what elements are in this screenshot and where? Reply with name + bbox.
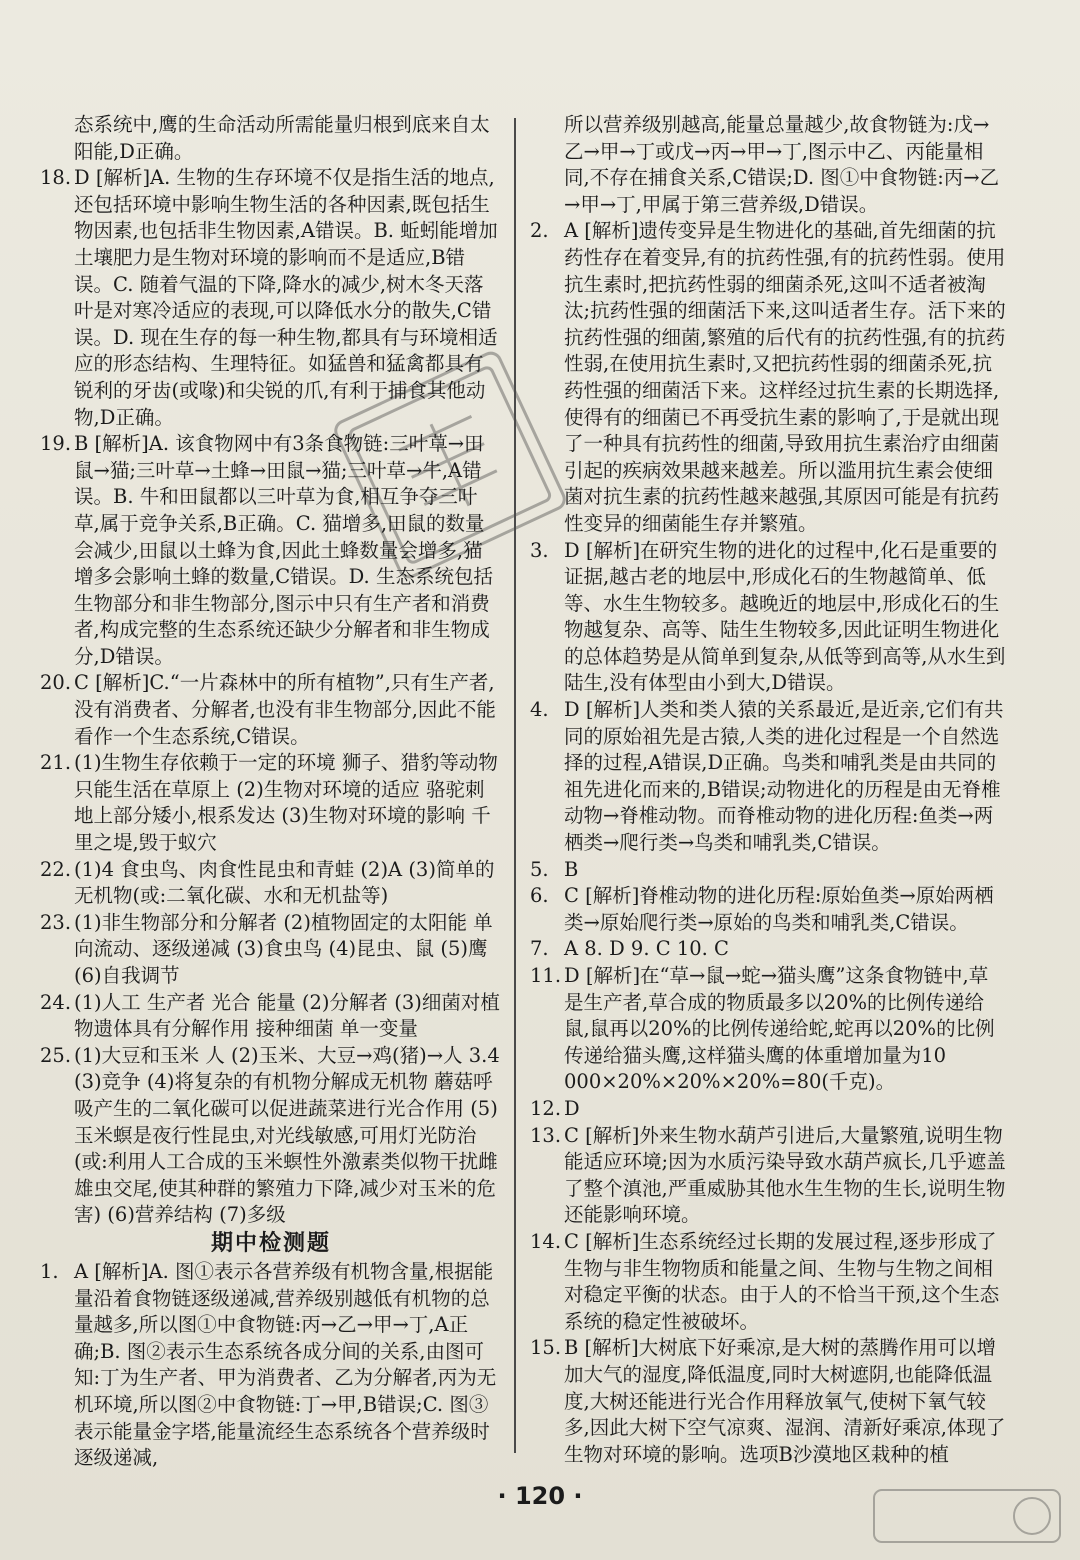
answer-text: (1)人工 生产者 光合 能量 (2)分解者 (3)细菌对植物遗体具有分解作用 接种细菌 单一变量	[74, 990, 500, 1041]
answer-text: (1)4 食虫鸟、肉食性昆虫和青蛙 (2)A (3)简单的无机物(或:二氧化碳、水和无机盐等)	[74, 857, 495, 908]
answer-number: 1.	[40, 1259, 59, 1283]
answer-number: 3.	[530, 538, 549, 562]
answer-text: D [解析]人类和类人猿的关系最近,是近亲,它们有共同的原始祖先是古猿,人类的进化过程是一个自然选择的过程,A错误,D正确。鸟类和哺乳类是由共同的祖先进化而来的,B错误;动物进化的历程是由无脊椎动物→脊椎动物。而脊椎动物的进化历程:鱼类→两栖类→爬行类→鸟类和哺乳类,C错误。	[564, 698, 1004, 855]
left-column	[40, 112, 502, 1472]
answer-text: 态系统中,鹰的生命活动所需能量归根到底来自太阳能,D正确。	[74, 113, 490, 163]
answer-number: 2.	[530, 219, 549, 243]
answer-number: 6.	[530, 884, 549, 908]
watermark-logo-icon	[872, 1486, 1062, 1546]
answer-item	[40, 910, 502, 990]
answer-number: 13.	[530, 1123, 562, 1147]
answer-text: D [解析]在研究生物的进化的过程中,化石是重要的证据,越古老的地层中,形成化石的生物越简单、低等、水生生物较多。越晚近的地层中,形成化石的生物越复杂、高等、陆生生物较多,因此证明生物进化的总体趋势是从简单到复杂,从低等到高等,从水生到陆生,没有体型由小到大,D错误。	[564, 538, 1006, 695]
answer-item	[530, 1335, 1006, 1468]
answer-text: (1)大豆和玉米 人 (2)玉米、大豆→鸡(猪)→人 3.4 (3)竞争 (4)将复杂的有机物分解成无机物 蘑菇呼吸产生的二氧化碳可以促进蔬菜进行光合作用 (5)玉米螟是夜行性昆虫,对光线敏感,可用灯光防治(或:利用人工合成的玉米螟性外激素类似物干扰雌雄虫交尾,使其种群的繁殖力下降,减少对玉米的危害) (6)营养结构 (7)多级	[74, 1043, 500, 1227]
answer-item	[40, 670, 502, 750]
answer-number: 15.	[530, 1336, 562, 1360]
answer-number: 5.	[530, 857, 549, 881]
answer-item	[40, 857, 502, 910]
answer-text: D	[564, 1096, 580, 1120]
section-title: 期中检测题	[210, 1230, 331, 1256]
right-column	[530, 112, 1006, 1468]
answer-item	[40, 990, 502, 1043]
answer-item	[40, 431, 502, 670]
answer-number: 11.	[530, 964, 562, 987]
answer-text: B [解析]大树底下好乘凉,是大树的蒸腾作用可以增加大气的湿度,降低温度,同时大树遮阴,也能降低温度,大树还能进行光合作用释放氧气,使树下氧气较多,因此大树下空气凉爽、湿润、清新好乘凉,体现了生物对环境的影响。选项B沙漠地区栽种的植	[564, 1336, 1006, 1466]
answer-number: 14.	[530, 1229, 562, 1253]
answer-item	[530, 963, 1006, 1096]
answer-number: 24.	[40, 990, 72, 1014]
answer-item	[530, 1096, 1006, 1123]
answer-item	[40, 1259, 502, 1472]
answer-number: 7.	[530, 937, 549, 961]
answer-text: A [解析]A. 图①表示各营养级有机物含量,根据能量沿着食物链逐级递减,营养级别越低有机物的总量越多,所以图①中食物链:丙→乙→甲→丁,A正确;B. 图②表示生态系统各成分间的关系,由图可知:丁为生产者、甲为消费者、乙为分解者,丙为无机环境,所以图②中食物链:丁→甲,B错误;C. 图③表示能量金字塔,能量流经生态系统各个营养级时逐级递减,	[74, 1259, 497, 1470]
answer-item	[40, 750, 502, 856]
answer-item	[530, 883, 1006, 936]
answer-item	[40, 165, 502, 431]
answer-item	[530, 857, 1006, 884]
answer-text: A 8. D 9. C 10. C	[564, 937, 729, 961]
answer-number: 25.	[40, 1043, 72, 1067]
answer-text: (1)生物生存依赖于一定的环境 狮子、猎豹等动物只能生活在草原上 (2)生物对环境的适应 骆驼刺地上部分矮小,根系发达 (3)生物对环境的影响 千里之堤,毁于蚁穴	[74, 751, 498, 855]
answer-item	[40, 1043, 502, 1229]
answer-number: 21.	[40, 751, 72, 775]
answer-number: 18.	[40, 166, 72, 190]
answer-text: B [解析]A. 该食物网中有3条食物链:三叶草→田鼠→猫;三叶草→土蜂→田鼠→猫;三叶草→牛,A错误。B. 牛和田鼠都以三叶草为食,相互争夺三叶草,属于竞争关系,B正确。C. 猫增多,田鼠的数量会减少,田鼠以土蜂为食,因此土蜂数量会增多,猫增多会影响土蜂的数量,C错误。D. 生态系统包括生物部分和非生物部分,图示中只有生产者和消费者,构成完整的生态系统还缺少分解者和非生物成分,D错误。	[74, 432, 493, 668]
answer-text: C [解析]C.“一片森林中的所有植物”,只有生产者,没有消费者、分解者,也没有非生物部分,因此不能看作一个生态系统,C错误。	[74, 671, 496, 748]
answer-number: 20.	[40, 671, 72, 695]
answer-text: D [解析]在“草→鼠→蛇→猫头鹰”这条食物链中,草是生产者,草合成的物质最多以20%的比例传递给鼠,鼠再以20%的比例传递给蛇,蛇再以20%的比例传递给猫头鹰,这样猫头鹰的体重增加量为10 000×20%×20%×20%=80(千克)。	[564, 964, 995, 1094]
answer-text: B	[564, 857, 579, 881]
answer-text: D [解析]A. 生物的生存环境不仅是指生活的地点,还包括环境中影响生物生活的各种因素,既包括生物因素,也包括非生物因素,A错误。B. 蚯蚓能增加土壤肥力是生物对环境的影响而不是适应,B错误。C. 随着气温的下降,降水的减少,树木冬天落叶是对寒冷适应的表现,可以降低水分的散失,C错误。D. 现在生存的每一种生物,都具有与环境相适应的形态结构、生理特征。如猛兽和猛禽都具有锐利的牙齿(或喙)和尖锐的爪,有利于捕食其他动物,D正确。	[74, 166, 498, 429]
answer-text: 所以营养级别越高,能量总量越少,故食物链为:戊→乙→甲→丁或戊→丙→甲→丁,图示中乙、丙能量相同,不存在捕食关系,C错误;D. 图①中食物链:丙→乙→甲→丁,甲属于第三营养级,D错误。	[564, 113, 1000, 216]
answer-number: 4.	[530, 698, 549, 722]
answer-text: C [解析]生态系统经过长期的发展过程,逐步形成了生物与非生物物质和能量之间、生物与生物之间相对稳定平衡的状态。由于人的不恰当干预,这个生态系统的稳定性被破坏。	[564, 1229, 1000, 1333]
answer-item	[530, 936, 1006, 963]
answer-number: 23.	[40, 910, 72, 934]
answer-item	[530, 697, 1006, 857]
answer-number: 19.	[40, 432, 72, 456]
answer-item	[530, 538, 1006, 698]
answer-item	[530, 1123, 1006, 1229]
answer-continuation	[530, 112, 1006, 218]
answer-text: C [解析]脊椎动物的进化历程:原始鱼类→原始两栖类→原始爬行类→原始的鸟类和哺乳类,C错误。	[564, 884, 994, 934]
answer-text: (1)非生物部分和分解者 (2)植物固定的太阳能 单向流动、逐级递减 (3)食虫鸟 (4)昆虫、鼠 (5)鹰 (6)自我调节	[74, 910, 493, 987]
answer-text: A [解析]遗传变异是生物进化的基础,首先细菌的抗药性存在着变异,有的抗药性强,有的抗药性弱。使用抗生素时,把抗药性弱的细菌杀死,这叫不适者被淘汰;抗药性强的细菌活下来,这叫适者生存。活下来的抗药性强的细菌,繁殖的后代有的抗药性强,有的抗药性弱,在使用抗生素时,又把抗药性弱的细菌杀死,抗药性强的细菌活下来。这样经过抗生素的长期选择,使得有的细菌已不再受抗生素的影响了,于是就出现了一种具有抗药性的细菌,导致用抗生素治疗由细菌引起的疾病效果越来越差。所以滥用抗生素会使细菌对抗生素的抗药性越来越强,其原因可能是有抗药性变异的细菌能生存并繁殖。	[564, 219, 1006, 535]
column-divider	[514, 118, 516, 1453]
answer-item	[530, 218, 1006, 537]
answer-continuation	[40, 112, 502, 165]
answer-number: 12.	[530, 1096, 562, 1120]
page-number: · 120 ·	[497, 1482, 583, 1510]
answer-item	[530, 1229, 1006, 1335]
answer-text: C [解析]外来生物水葫芦引进后,大量繁殖,说明生物能适应环境;因为水质污染导致水葫芦疯长,几乎遮盖了整个滇池,严重威胁其他水生生物的生长,说明生物还能影响环境。	[564, 1123, 1006, 1227]
answer-number: 22.	[40, 857, 72, 881]
